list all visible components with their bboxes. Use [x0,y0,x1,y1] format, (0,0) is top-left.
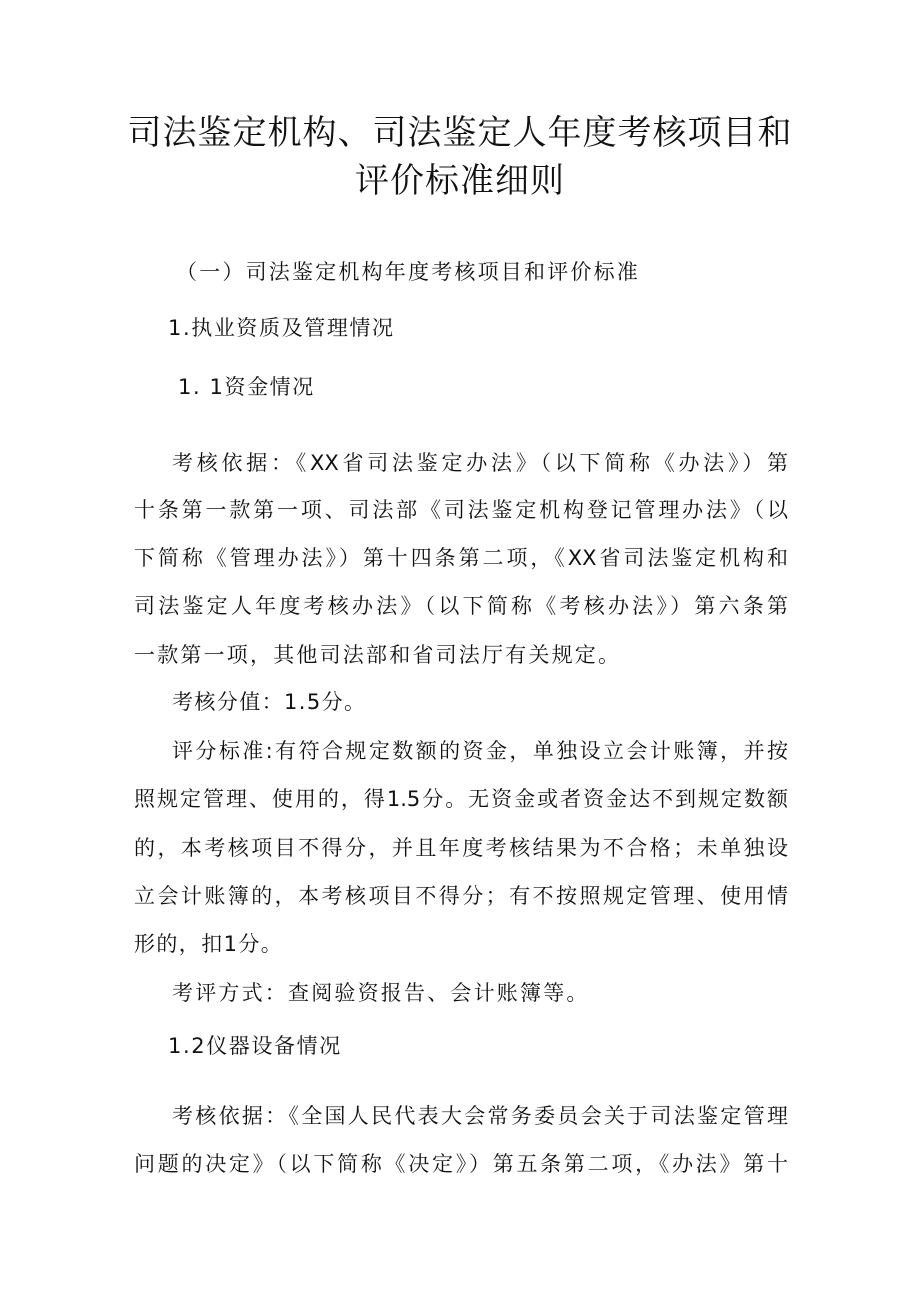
item-1-1-basis-line: 考核依据：《XX省司法鉴定办法》（以下简称《办法》）第 [172,451,788,475]
item-1-2-basis-line: 问题的决定》（以下简称《决定》）第五条第二项，《办法》第十 [134,1152,788,1176]
item-1-1-basis-line: 司法鉴定人年度考核办法》（以下简称《考核办法》）第六条第 [134,594,788,618]
item-1-heading: 1.执业资质及管理情况 [168,316,395,340]
document-title-line-2: 评价标准细则 [355,161,565,201]
item-1-1-criteria-line: 照规定管理、使用的，得1.5分。无资金或者资金达不到规定数额 [134,787,788,811]
item-1-1-score: 考核分值：1.5分。 [172,690,367,714]
item-1-1-criteria-line: 的，本考核项目不得分，并且年度考核结果为不合格；未单独设 [134,836,788,860]
item-1-1-basis-line: 下简称《管理办法》）第十四条第二项，《XX省司法鉴定机构和 [134,546,788,570]
item-1-1-criteria-line: 形的，扣1分。 [134,932,284,956]
item-1-1-heading: 1. 1资金情况 [178,375,315,399]
section-heading: （一）司法鉴定机构年度考核项目和评价标准 [176,260,640,284]
item-1-1-method: 考评方式：查阅验资报告、会计账簿等。 [172,981,590,1005]
item-1-2-basis-line: 考核依据：《全国人民代表大会常务委员会关于司法鉴定管理 [172,1104,788,1128]
item-1-1-criteria-line: 评分标准:有符合规定数额的资金，单独设立会计账簿，并按 [172,739,788,763]
item-1-2-heading: 1.2仪器设备情况 [168,1034,342,1058]
item-1-1-basis-line: 十条第一款第一项、司法部《司法鉴定机构登记管理办法》（以 [134,498,788,522]
document-title-line-1: 司法鉴定机构、司法鉴定人年度考核项目和 [127,113,793,153]
item-1-1-criteria-line: 立会计账簿的，本考核项目不得分；有不按照规定管理、使用情 [134,884,788,908]
item-1-1-basis-line: 一款第一项，其他司法部和省司法厅有关规定。 [134,643,622,667]
